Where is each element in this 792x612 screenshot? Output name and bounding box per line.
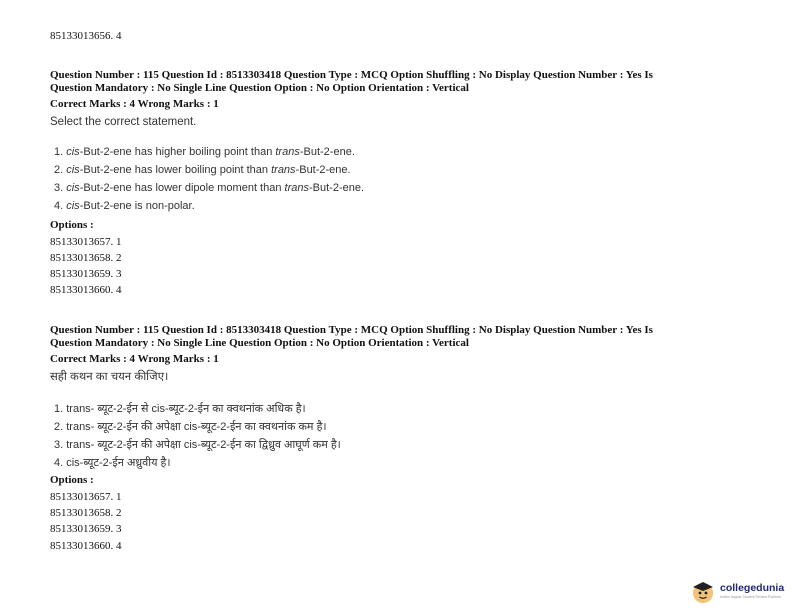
answer-option-3: 3. cis-But-2-ene has lower dipole moment than trans-But-2-ene.	[54, 182, 365, 194]
question-text: Select the correct statement.	[50, 116, 197, 128]
question-header-line1: Question Number : 115 Question Id : 8513303418 Question Type : MCQ Option Shuffling : No Display Question Number : Yes Is	[50, 324, 653, 336]
option-id-1: 85133013657. 1	[50, 491, 122, 503]
option-id-2: 85133013658. 2	[50, 507, 122, 519]
answer-option-4: 4. cis-But-2-ene is non-polar.	[54, 200, 195, 212]
answer-option-1: 1. cis-But-2-ene has higher boiling point than trans-But-2-ene.	[54, 146, 355, 158]
collegedunia-logo	[690, 578, 785, 604]
option-id-3: 85133013659. 3	[50, 523, 122, 535]
question-header-line1: Question Number : 115 Question Id : 8513303418 Question Type : MCQ Option Shuffling : No Display Question Number : Yes Is	[50, 69, 653, 81]
answer-option-3: 3. trans- ब्यूट-2-ईन की अपेक्षा cis-ब्यूट-2-ईन का द्विध्रुव आघूर्ण कम है।	[54, 439, 341, 451]
question-header-line2: Question Mandatory : No Single Line Question Option : No Option Orientation : Vertical	[50, 82, 469, 94]
question-header-line2: Question Mandatory : No Single Line Question Option : No Option Orientation : Vertical	[50, 337, 469, 349]
options-label: Options :	[50, 219, 94, 231]
marks-line: Correct Marks : 4 Wrong Marks : 1	[50, 353, 219, 365]
answer-option-2: 2. trans- ब्यूट-2-ईन की अपेक्षा cis-ब्यूट-2-ईन का क्वथनांक कम है।	[54, 421, 327, 433]
top-option-id: 85133013656. 4	[50, 30, 122, 42]
logo-wordmark: collegedunia	[720, 582, 785, 594]
marks-line: Correct Marks : 4 Wrong Marks : 1	[50, 98, 219, 110]
logo-tagline: India's largest Student Review Platform	[720, 595, 781, 599]
answer-option-4: 4. cis-ब्यूट-2-ईन अध्रुवीय है।	[54, 457, 171, 469]
option-id-4: 85133013660. 4	[50, 284, 122, 296]
options-label: Options :	[50, 474, 94, 486]
option-id-3: 85133013659. 3	[50, 268, 122, 280]
option-id-4: 85133013660. 4	[50, 540, 122, 552]
option-id-2: 85133013658. 2	[50, 252, 122, 264]
answer-option-2: 2. cis-But-2-ene has lower boiling point than trans-But-2-ene.	[54, 164, 351, 176]
question-text: सही कथन का चयन कीजिए।	[50, 371, 169, 383]
option-id-1: 85133013657. 1	[50, 236, 122, 248]
answer-option-1: 1. trans- ब्यूट-2-ईन से cis-ब्यूट-2-ईन का क्वथनांक अधिक है।	[54, 403, 306, 415]
logo-mascot-icon	[690, 578, 716, 604]
